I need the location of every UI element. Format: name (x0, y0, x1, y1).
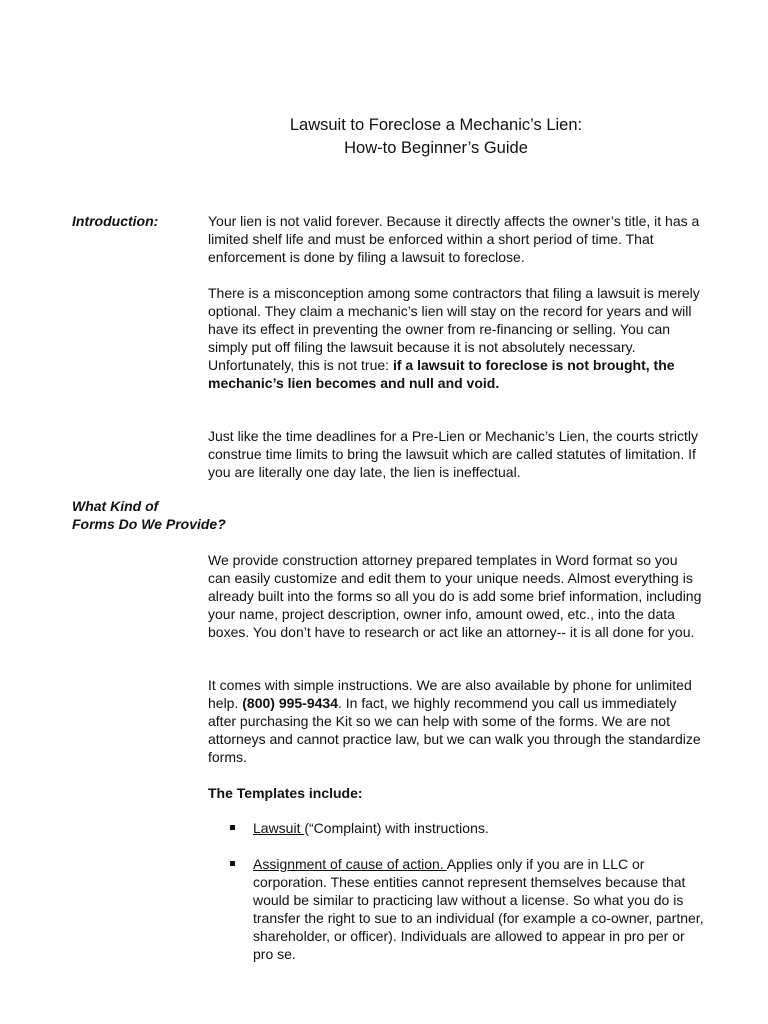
template-item-text: (“Complaint) with instructions. (304, 820, 489, 836)
template-item-text: Applies only if you are in LLC or corporation. These entities cannot represent themselves because that would be similar to practicing law without a license. So what you do is transfer the right to sue to an individual (for example a co-owner, partner, shareholder, or officer). Individuals are allowed to appear in pro per or pro se. (253, 856, 704, 962)
intro-paragraph-3: Just like the time deadlines for a Pre-Lien or Mechanic’s Lien, the courts strictly construe time limits to bring the lawsuit which are called statutes of limitation. If you are literally one day late, the lien is ineffectual. (208, 428, 698, 480)
intro-paragraph-2 (208, 284, 703, 392)
introduction-label: Introduction: (72, 213, 159, 229)
bullet-icon (230, 825, 235, 830)
template-item-title: Assignment of cause of action. (253, 856, 447, 872)
intro-paragraph-2-bold: if a lawsuit to foreclose is not brought, the mechanic’s lien becomes and null and void. (208, 357, 675, 391)
intro-paragraph-1: Your lien is not valid forever. Because it directly affects the owner’s title, it has a limited shelf life and must be enforced within a short period of time. That enforcement is done by filing a lawsuit to foreclose. (208, 213, 700, 265)
templates-heading: The Templates include: (208, 785, 363, 801)
forms-paragraph-1: We provide construction attorney prepared templates in Word format so you can easily customize and edit them to your unique needs. Almost everything is already built into the forms so all you do is add some brief information, including your name, project description, owner info, amount owed, etc., into the data boxes. You don’t have to research or act like an attorney-- it is all done for you. (208, 552, 702, 640)
forms-paragraph-2-before: It comes with simple instructions. We are also available by phone for unlimited help. (208, 677, 692, 711)
forms-paragraph-2-after: . In fact, we highly recommend you call us immediately after purchasing the Kit so we can help with some of the forms. We are not attorneys and cannot practice law, but we can walk you through the standardize forms. (208, 695, 701, 765)
title-line-1: Lawsuit to Foreclose a Mechanic’s Lien: (289, 116, 583, 134)
forms-label-line-2: Forms Do We Provide? (72, 516, 226, 532)
forms-paragraph-2 (208, 676, 703, 766)
title-line-2: How-to Beginner’s Guide (344, 139, 528, 157)
bullet-icon (230, 861, 235, 866)
phone-number: (800) 995-9434 (242, 695, 338, 711)
forms-label-line-1: What Kind of (72, 498, 159, 514)
template-item-title: Lawsuit (253, 820, 305, 836)
template-list-item (230, 819, 705, 837)
template-list-item (230, 855, 705, 963)
document-title (0, 114, 768, 160)
intro-paragraph-2-text: There is a misconception among some contractors that filing a lawsuit is merely optional. They claim a mechanic’s lien will stay on the record for years and will have its effect in preventing the owner from re-financing or selling. You can simply put off filing the lawsuit because it is not absolutely necessary. Unfortunately, this is not true: (208, 285, 700, 373)
forms-label (72, 497, 226, 533)
